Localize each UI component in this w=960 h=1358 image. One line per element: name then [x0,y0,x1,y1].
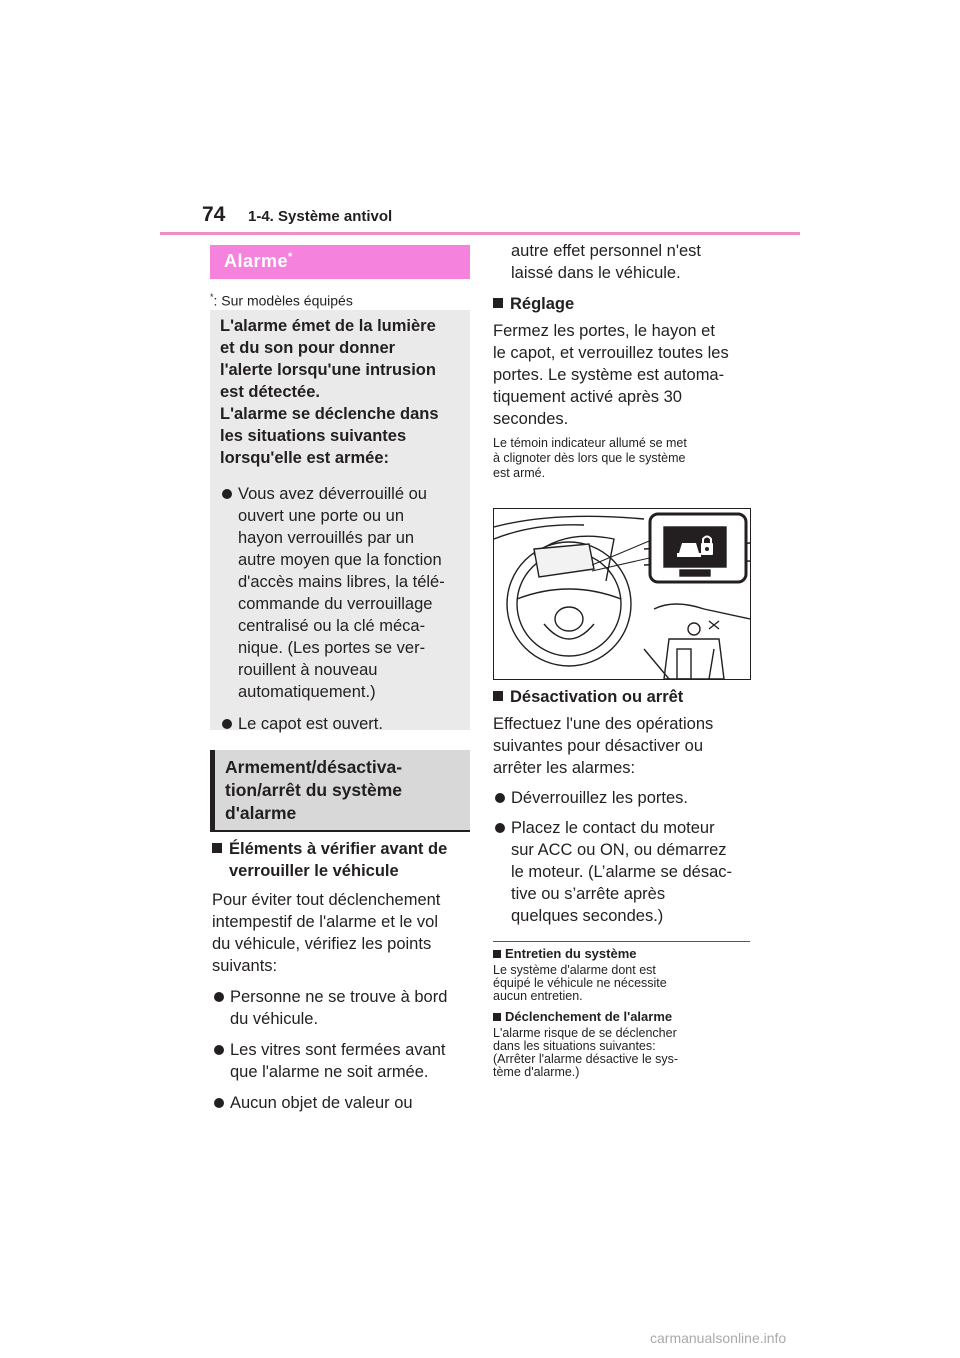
text-line: Fermez les portes, le hayon et [493,322,715,340]
disable-body [493,713,753,779]
text-line: sur ACC ou ON, ou démarrez [511,841,727,859]
text-line: L'alarme se déclenche dans [220,405,439,423]
alarm-title: Alarme* [224,251,293,271]
text-line: tion/arrêt du système [225,780,402,800]
text-line: du véhicule, vérifiez les points [212,935,432,953]
check-body [212,889,467,977]
text-line: autre effet personnel n'est [511,242,701,260]
text-line: tive ou s’arrête après [511,885,666,903]
disable-bullet-2 [493,817,753,927]
text-line: quelques secondes.) [511,907,664,925]
heading-rule [210,830,470,832]
text-line: tiquement activé après 30 [493,388,682,406]
text-line: Le témoin indicateur allumé se met [493,436,687,450]
right-column [493,240,753,481]
text-line: le capot, et verrouillez toutes les [493,344,729,362]
check-heading [212,838,467,882]
text-line: L'alarme émet de la lumière [220,317,436,335]
text-line: suivantes pour désactiver ou [493,737,704,755]
text-line: que l'alarme ne soit armée. [230,1063,429,1081]
text-line: tème d'alarme.) [493,1065,580,1079]
text-line: automatiquement.) [238,683,376,701]
text-line: commande du verrouillage [238,595,433,613]
panel-bullet-1 [220,483,465,703]
text-line: nique. (Les portes se ver- [238,639,426,657]
text-line: L'alarme risque de se déclencher [493,1026,677,1040]
text-line: à clignoter dès lors que le système [493,451,686,465]
note-2-heading: Déclenchement de l'alarme [493,1009,750,1024]
note-1-heading: Entretien du système [493,946,750,961]
note-1-body [493,964,750,1003]
text-line: intempestif de l'alarme et le vol [212,913,439,931]
text-line: aucun entretien. [493,989,583,1003]
header-rule [160,232,800,235]
panel-bullet-2: Le capot est ouvert. [220,713,465,735]
check-bullet-3: Aucun objet de valeur ou [212,1092,467,1114]
continued-text [493,240,753,284]
check-bullet-1 [212,986,467,1030]
text-line: Vous avez déverrouillé ou [238,485,427,503]
text-line: dans les situations suivantes: [493,1039,656,1053]
text-line: ouvert une porte ou un [238,507,405,525]
footnote: *: Sur modèles équipés [210,292,353,309]
text-line: suivants: [212,957,278,975]
text-line: le moteur. (L’alarme se désac- [511,863,733,881]
notes-rule [493,941,750,942]
alarm-info-panel [210,310,470,733]
text-line: verrouiller le véhicule [229,862,399,880]
text-line: Éléments à vérifier avant de [229,840,448,858]
text-line: les situations suivantes [220,427,407,445]
note-2-body [493,1027,750,1079]
text-line: portes. Le système est automa- [493,366,725,384]
text-line: équipé le véhicule ne nécessite [493,976,667,990]
text-line: Les vitres sont fermées avant [230,1041,446,1059]
dashboard-illustration [493,508,751,680]
setting-note [493,436,753,481]
text-line: du véhicule. [230,1010,319,1028]
text-line: Effectuez l'une des opérations [493,715,714,733]
text-line: Armement/désactiva- [225,757,403,777]
text-line: est armé. [493,466,546,480]
arming-heading [210,750,470,830]
text-line: d'accès mains libres, la télé- [238,573,445,591]
text-line: hayon verrouillés par un [238,529,415,547]
disable-bullet-1: Déverrouillez les portes. [493,787,753,809]
text-line: Placez le contact du moteur [511,819,715,837]
text-line: Le système d'alarme dont est [493,963,656,977]
watermark: carmanualsonline.info [650,1330,787,1346]
text-line: et du son pour donner [220,339,396,357]
text-line: d'alarme [225,803,297,823]
text-line: Personne ne se trouve à bord [230,988,448,1006]
notes [493,946,750,1079]
text-line: lorsqu'elle est armée: [220,449,389,467]
disable-heading: Désactivation ou arrêt [493,686,753,708]
setting-heading: Réglage [493,293,753,315]
text-line: secondes. [493,410,569,428]
text-line: est détectée. [220,383,320,401]
panel-intro [220,315,465,469]
section-title: 1-4. Système antivol [248,208,393,225]
text-line: l'alerte lorsqu'une intrusion [220,361,436,379]
left-column [212,838,467,1114]
text-line: rouillent à nouveau [238,661,378,679]
text-line: Pour éviter tout déclenchement [212,891,441,909]
text-line: centralisé ou la clé méca- [238,617,426,635]
check-bullet-2 [212,1039,467,1083]
disable-section [493,686,753,927]
page-number: 74 [202,203,226,226]
setting-body [493,320,753,430]
alarm-title-box [210,245,470,279]
text-line: arrêter les alarmes: [493,759,636,777]
text-line: (Arrêter l'alarme désactive le sys- [493,1052,679,1066]
text-line: laissé dans le véhicule. [511,264,681,282]
text-line: autre moyen que la fonction [238,551,442,569]
